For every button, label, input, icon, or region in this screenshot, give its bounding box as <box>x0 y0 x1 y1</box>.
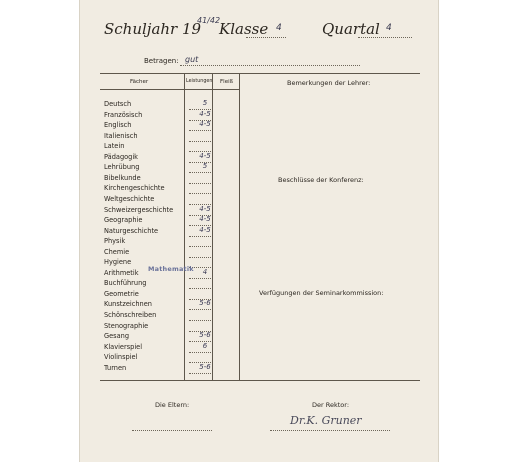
subject-grade: 4-5 <box>199 215 211 224</box>
betragen-value: gut <box>185 55 199 64</box>
subject-name: Hygiene <box>104 258 132 267</box>
subject-grade: 5 <box>202 99 208 107</box>
subject-grade <box>194 183 216 193</box>
mathematik-stamp: Mathematik <box>148 265 194 273</box>
subject-grade: 5-6 <box>199 299 211 308</box>
eltern-signature-line <box>132 430 212 431</box>
subject-grade: 5-6 <box>199 362 211 371</box>
schuljahr-label: Schuljahr 19 <box>104 20 202 38</box>
subject-name: Geometrie <box>104 289 139 298</box>
klasse-value: 4 <box>276 23 282 33</box>
col-divider-3 <box>239 73 240 380</box>
col-divider-1 <box>184 73 185 380</box>
subject-name: Violinspiel <box>104 353 138 362</box>
subject-grade <box>194 173 216 183</box>
rektor-signature-line <box>270 430 390 431</box>
subject-name: Stenographie <box>104 321 149 330</box>
verfuegungen-label: Verfügungen der Seminarkommission: <box>259 289 384 297</box>
klasse-dotline <box>246 37 286 38</box>
subject-grade <box>194 278 216 288</box>
quartal-value: 4 <box>386 23 392 33</box>
subject-grade: 4-5 <box>199 120 211 129</box>
klasse-label: Klasse <box>219 20 269 38</box>
grade-dotline <box>189 373 211 374</box>
betragen-dotline <box>180 65 360 66</box>
table-bottom-rule <box>100 380 420 381</box>
subject-grade <box>194 310 216 320</box>
subject-grade: 4-5 <box>199 225 211 234</box>
subject-grade <box>194 257 216 267</box>
subject-name: Buchführung <box>104 279 147 288</box>
eltern-label: Die Eltern: <box>155 401 190 409</box>
rektor-signature: Dr.K. Gruner <box>290 414 362 427</box>
schuljahr-value: 41/42 <box>197 16 221 25</box>
subject-grade: 5 <box>202 162 208 171</box>
rektor-label: Der Rektor: <box>312 401 350 409</box>
subject-grade: 4-5 <box>199 151 211 160</box>
subject-name: Arithmetik <box>104 268 139 277</box>
quartal-label: Quartal <box>322 20 380 38</box>
subject-name: Naturgeschichte <box>104 226 159 235</box>
subject-grade: 5-6 <box>199 331 211 340</box>
subject-grade: 4-5 <box>199 204 211 213</box>
table-top-rule <box>100 73 420 74</box>
subject-name: Latein <box>104 142 125 151</box>
subject-grade <box>194 141 216 151</box>
subject-grade <box>194 194 216 204</box>
subject-name: Kirchengeschichte <box>104 184 165 193</box>
subject-grade <box>194 131 216 141</box>
subject-grade: 6 <box>202 341 208 350</box>
subject-name: Physik <box>104 237 126 246</box>
col-header-leistungen: Leistungen <box>186 79 213 84</box>
col-header-fleiss: Fleiß <box>220 79 234 85</box>
subject-name: Italienisch <box>104 131 138 140</box>
table-header-rule <box>100 89 239 90</box>
subject-name: Lehrübung <box>104 163 140 172</box>
subject-grade <box>194 247 216 257</box>
subject-grade <box>194 289 216 299</box>
subject-grade <box>194 236 216 246</box>
subject-name: Schönschreiben <box>104 311 157 319</box>
subject-grade: 4 <box>202 267 208 276</box>
subject-name: Schweizergeschichte <box>104 205 174 214</box>
subject-name: Französisch <box>104 110 143 119</box>
subject-name: Weltgeschichte <box>104 194 155 203</box>
subject-name: Turnen <box>104 363 127 372</box>
col-header-faecher: Fächer <box>130 79 149 85</box>
subject-name: Pädagogik <box>104 152 139 161</box>
subject-grade <box>194 321 216 331</box>
subject-name: Englisch <box>104 121 132 130</box>
subject-name: Deutsch <box>104 100 132 108</box>
subject-name: Chemie <box>104 247 130 256</box>
quartal-dotline <box>358 37 412 38</box>
subject-name: Klavierspiel <box>104 342 143 351</box>
beschluesse-label: Beschlüsse der Konferenz: <box>278 176 364 184</box>
subject-grade <box>194 352 216 362</box>
subject-name: Geographie <box>104 216 143 225</box>
report-card-page <box>79 0 439 462</box>
subject-grade: 4-5 <box>199 109 211 118</box>
subject-name: Gesang <box>104 332 130 341</box>
subject-name: Kunstzeichnen <box>104 300 152 309</box>
subject-name: Bibelkunde <box>104 173 141 182</box>
betragen-label: Betragen: <box>144 57 179 65</box>
bemerkungen-label: Bemerkungen der Lehrer: <box>287 79 371 87</box>
